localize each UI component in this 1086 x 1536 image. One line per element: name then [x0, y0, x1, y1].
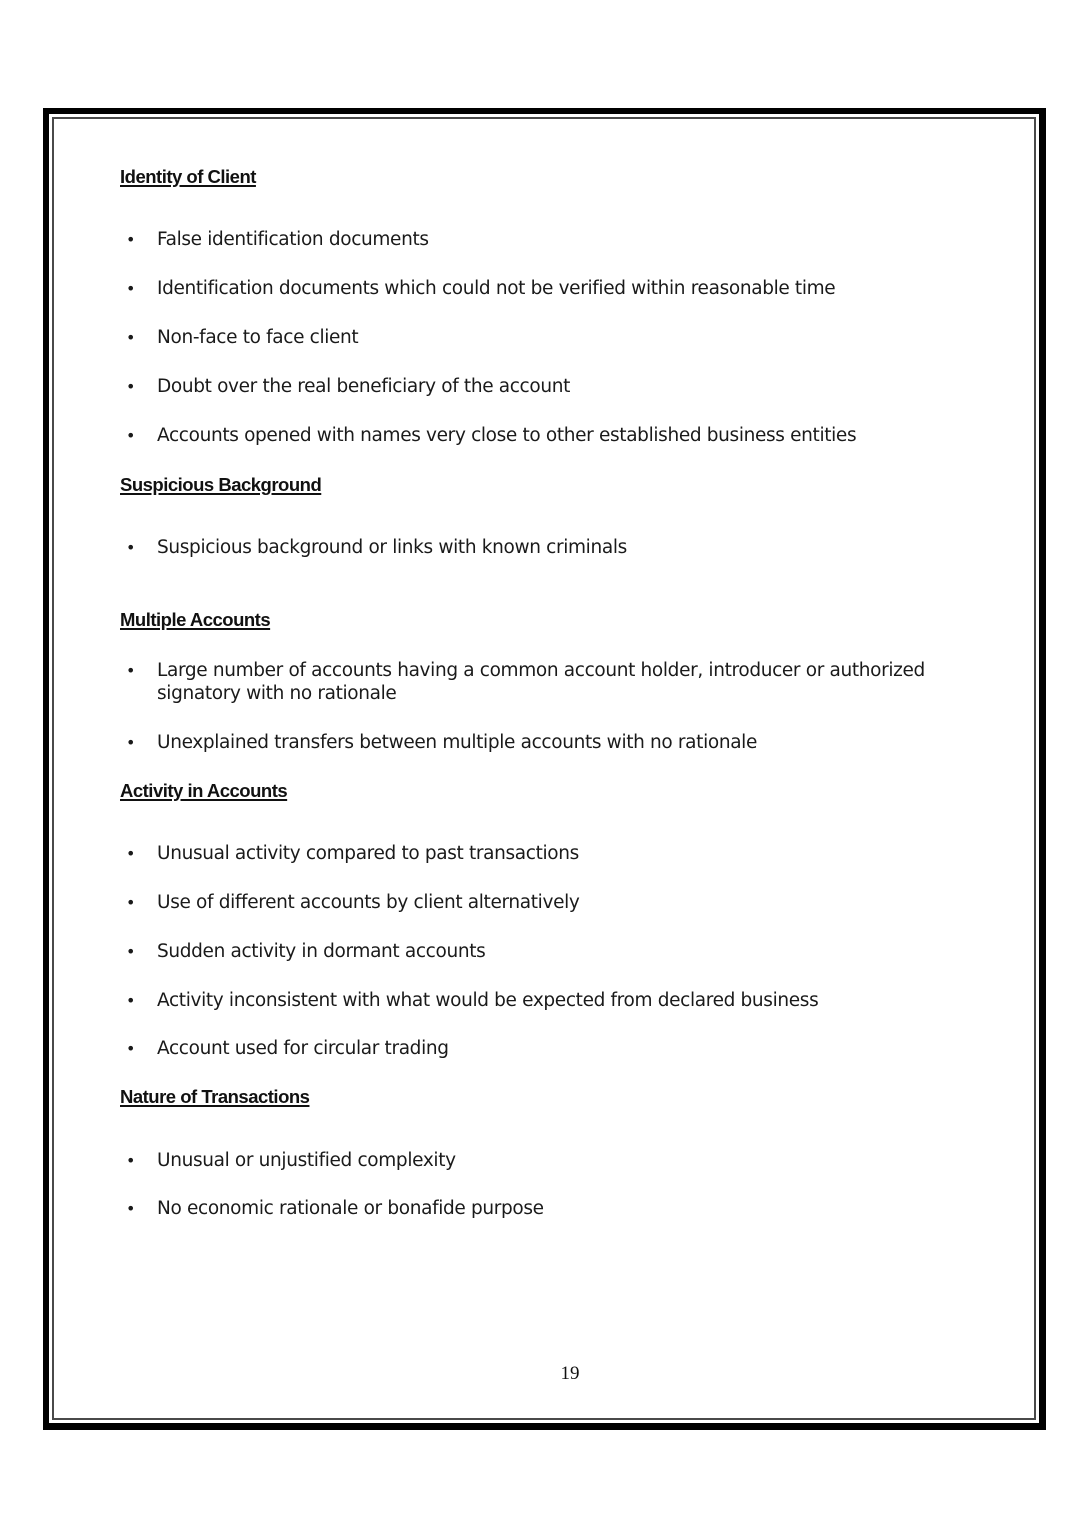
- list-item: [120, 891, 1000, 914]
- list-item-text: Unexplained transfers between multiple accounts with no rationale: [157, 732, 758, 753]
- list-item: [120, 659, 980, 705]
- list-item-text: Non-face to face client: [157, 327, 359, 348]
- bullet-icon: •: [126, 893, 136, 912]
- section-heading-suspicious-background: Suspicious Background: [120, 474, 322, 495]
- list-item-text: Activity inconsistent with what would be expected from declared business: [157, 990, 819, 1011]
- section-heading-nature-of-transactions: Nature of Transactions: [120, 1086, 310, 1107]
- list-item-text: False identification documents: [157, 229, 429, 250]
- list-item-text: Account used for circular trading: [157, 1038, 449, 1059]
- bullet-icon: •: [126, 1199, 136, 1218]
- list-item: [120, 731, 1000, 754]
- list-item: [120, 842, 1000, 865]
- list-item-text: Sudden activity in dormant accounts: [157, 941, 486, 962]
- section-heading-activity-in-accounts: Activity in Accounts: [120, 780, 288, 801]
- list-item-text: Suspicious background or links with known criminals: [157, 537, 627, 558]
- bullet-icon: •: [126, 1039, 136, 1058]
- bullet-icon: •: [126, 377, 136, 396]
- list-item-text: No economic rationale or bonafide purpose: [157, 1198, 544, 1219]
- page-number: 19: [560, 1363, 580, 1384]
- list-item-text: Accounts opened with names very close to other established business entities: [157, 425, 857, 446]
- list-item: [120, 277, 1000, 300]
- list-item: [120, 326, 1000, 349]
- list-item: [120, 940, 1000, 963]
- bullet-icon: •: [126, 538, 136, 557]
- bullet-icon: •: [126, 328, 136, 347]
- list-item: [120, 1037, 1000, 1060]
- bullet-icon: •: [126, 1151, 136, 1170]
- list-item-text: Unusual or unjustified complexity: [157, 1150, 456, 1171]
- list-item: [120, 1149, 1000, 1172]
- section-heading-identity-of-client: Identity of Client: [120, 166, 256, 187]
- list-item: [120, 989, 1000, 1012]
- list-item-text: Use of different accounts by client alternatively: [157, 892, 580, 913]
- list-item: [120, 375, 1000, 398]
- list-item-text: Identification documents which could not be verified within reasonable time: [157, 278, 836, 299]
- list-item-text: Unusual activity compared to past transactions: [157, 843, 579, 864]
- bullet-icon: •: [126, 844, 136, 863]
- section-heading-multiple-accounts: Multiple Accounts: [120, 609, 271, 630]
- bullet-icon: •: [126, 991, 136, 1010]
- list-item-text: Large number of accounts having a common account holder, introducer or authorized signatory with no rationale: [157, 660, 925, 704]
- bullet-icon: •: [126, 426, 136, 445]
- bullet-icon: •: [126, 661, 136, 680]
- list-item: [120, 424, 1000, 447]
- list-item: [120, 1197, 1000, 1220]
- list-item: [120, 228, 1000, 251]
- bullet-icon: •: [126, 279, 136, 298]
- list-item: [120, 536, 1000, 559]
- list-item-text: Doubt over the real beneficiary of the account: [157, 376, 571, 397]
- bullet-icon: •: [126, 230, 136, 249]
- bullet-icon: •: [126, 733, 136, 752]
- bullet-icon: •: [126, 942, 136, 961]
